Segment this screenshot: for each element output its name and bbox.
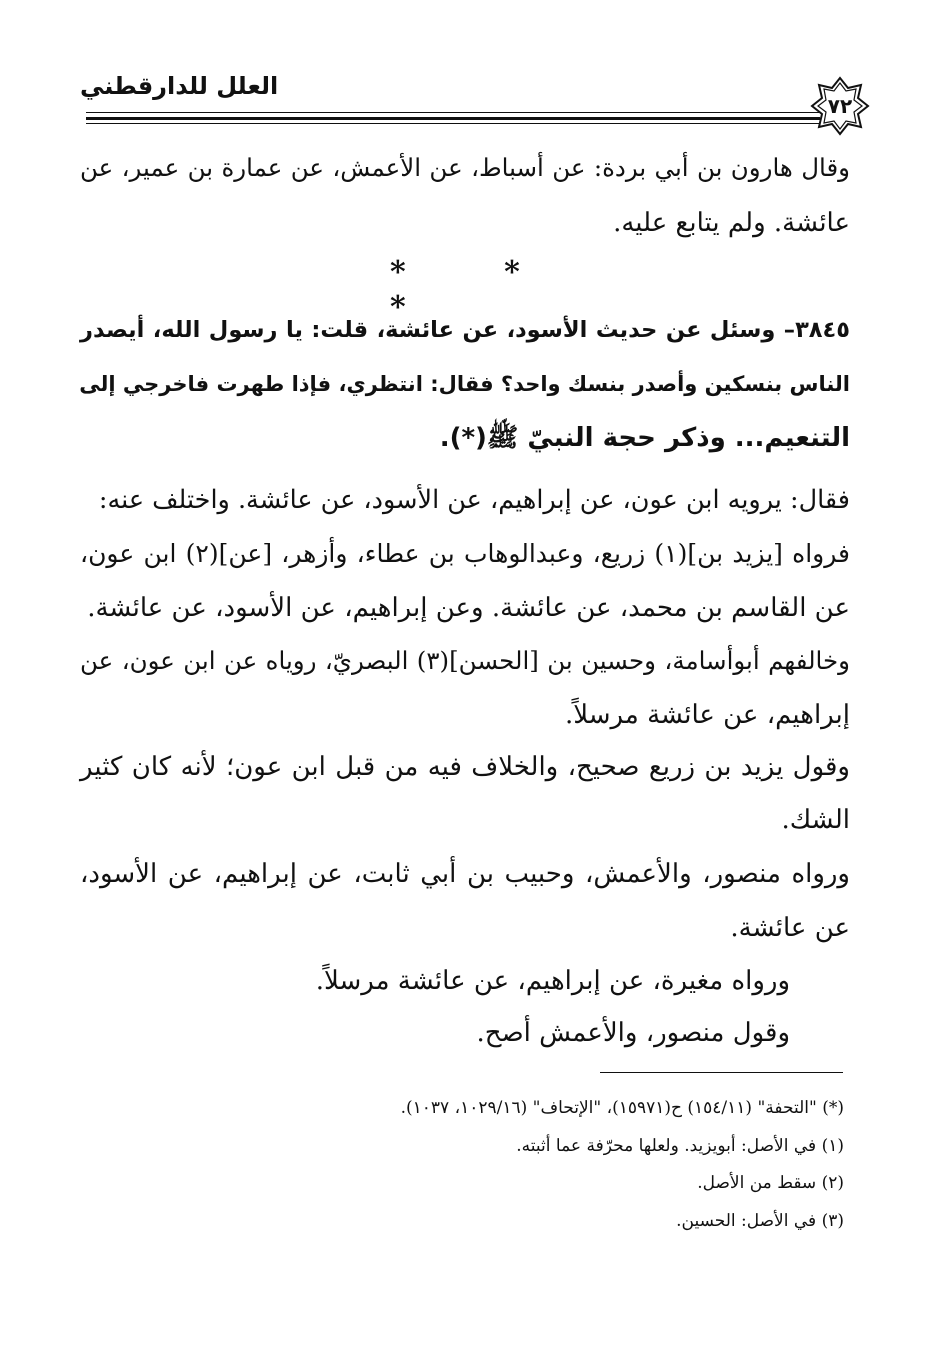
answer-line: إبراهيم، عن عائشة مرسلاً. <box>564 700 850 730</box>
answer-line: وقول منصور، والأعمش أصح. <box>476 1018 790 1048</box>
footnote: (١) في الأصل: أبويزيد. ولعلها محرّفة عما أثبته. <box>516 1136 844 1156</box>
running-header-title: العلل للدارقطني <box>80 72 279 100</box>
question-line: الناس بنسكين وأصدر بنسك واحد؟ فقال: انتظري، فإذا طهرت فاخرجي إلى <box>79 372 850 396</box>
question-line: ٣٨٤٥– وسئل عن حديث الأسود، عن عائشة، قلت: يا رسول الله، أيصدر <box>80 317 850 343</box>
answer-line: فرواه [يزيد بن](١) زريع، وعبدالوهاب بن عطاء، وأزهر، [عن](٢) ابن عون، <box>80 539 850 568</box>
answer-line: ورواه مغيرة، عن إبراهيم، عن عائشة مرسلاً. <box>315 966 790 996</box>
text-line: عائشة. ولم يتابع عليه. <box>613 208 850 238</box>
answer-line: عن القاسم بن محمد، عن عائشة. وعن إبراهيم، عن الأسود، عن عائشة. <box>87 593 850 623</box>
answer-line: فقال: يرويه ابن عون، عن إبراهيم، عن الأسود، عن عائشة. واختلف عنه: <box>98 485 850 515</box>
page-number-badge <box>810 76 870 136</box>
answer-line: وخالفهم أبوأسامة، وحسين بن [الحسن](٣) البصريّ، روياه عن ابن عون، عن <box>80 646 850 675</box>
answer-line: عن عائشة. <box>730 913 850 943</box>
footnote: (٣) في الأصل: الحسين. <box>676 1211 844 1231</box>
question-line: التنعيم... وذكر حجة النبيّ ﷺ(*). <box>439 423 850 453</box>
page-number: ٧٢ <box>827 94 853 118</box>
answer-line: ورواه منصور، والأعمش، وحبيب بن أبي ثابت، عن إبراهيم، عن الأسود، <box>80 859 850 889</box>
footnote: (٢) سقط من الأصل. <box>697 1173 844 1193</box>
text-line: وقال هارون بن أبي بردة: عن أسباط، عن الأعمش، عن عمارة بن عمير، عن <box>80 153 850 182</box>
header-rule-middle <box>86 117 820 120</box>
answer-line: وقول يزيد بن زريع صحيح، والخلاف فيه من قبل ابن عون؛ لأنه كان كثير <box>80 752 850 782</box>
footnote: (*) "التحفة" (١٥٤/١١) ح(١٥٩٧١)، "الإتحاف" (١٠٢٩/١٦، ١٠٣٧). <box>400 1098 844 1118</box>
section-separator-stars: * * * <box>390 255 564 325</box>
header-rule-bottom <box>86 123 820 124</box>
header-rule-top <box>86 112 820 113</box>
answer-line: الشك. <box>781 805 850 835</box>
footnote-rule <box>600 1072 843 1073</box>
